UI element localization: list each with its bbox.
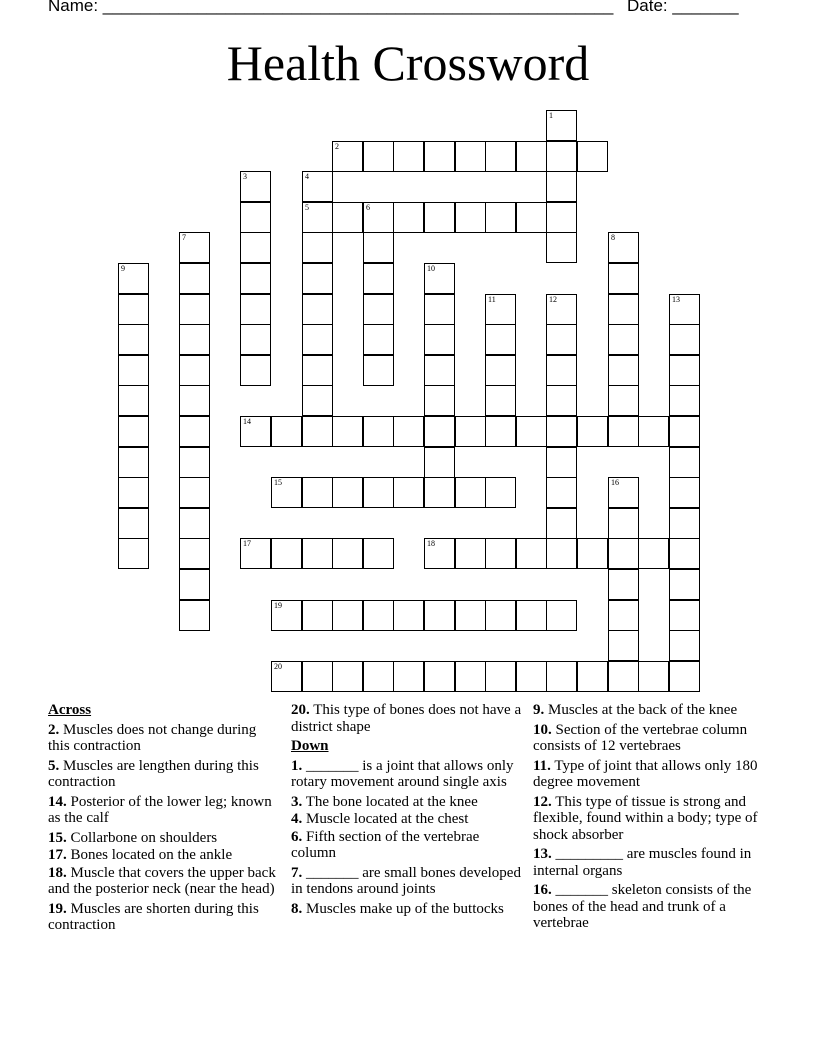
grid-cell[interactable] — [302, 324, 333, 355]
grid-cell[interactable] — [179, 508, 210, 539]
clue-number: 4 — [305, 172, 309, 181]
grid-cell[interactable] — [271, 600, 302, 631]
grid-cell[interactable] — [577, 141, 608, 172]
clue-down-10: 10. Section of the vertebrae column consists of 12 vertebraes — [533, 721, 748, 754]
grid-cell[interactable] — [424, 294, 455, 325]
grid-cell[interactable] — [577, 416, 608, 447]
clue-down-13: 13. _________ are muscles found in internal organs — [533, 846, 752, 879]
clue-number: 9 — [121, 264, 125, 273]
grid-cell[interactable] — [363, 661, 394, 692]
grid-cell[interactable] — [669, 600, 700, 631]
clues-column-2 — [291, 702, 527, 920]
clue-number: 16 — [611, 478, 619, 487]
grid-cell[interactable] — [638, 416, 669, 447]
grid-cell[interactable] — [455, 141, 486, 172]
grid-cell[interactable] — [118, 416, 149, 447]
clue-across-2: 2. Muscles does not change during this contraction — [48, 721, 257, 754]
grid-cell[interactable] — [271, 477, 302, 508]
grid-cell[interactable] — [455, 538, 486, 569]
clue-across-20: 20. This type of bones does not have a district shape — [291, 702, 522, 735]
grid-cell[interactable] — [179, 447, 210, 478]
grid-cell[interactable] — [546, 416, 577, 447]
clue-down-12: 12. This type of tissue is strong and flexible, found within a body; type of shock absorber — [533, 793, 758, 843]
grid-cell[interactable] — [546, 385, 577, 416]
grid-cell[interactable] — [485, 661, 516, 692]
clue-down-16: 16. _______ skeleton consists of the bones of the head and trunk of a vertebrae — [533, 882, 752, 931]
grid-cell[interactable] — [332, 416, 363, 447]
clue-down-9: 9. Muscles at the back of the knee — [533, 702, 738, 718]
grid-cell[interactable] — [638, 538, 669, 569]
grid-cell[interactable] — [363, 538, 394, 569]
grid-cell[interactable] — [363, 202, 394, 233]
clue-number: 19 — [274, 601, 282, 610]
grid-cell[interactable] — [516, 600, 547, 631]
clue-number: 5 — [305, 203, 309, 212]
clue-across-17: 17. Bones located on the ankle — [48, 847, 233, 863]
grid-cell[interactable] — [118, 477, 149, 508]
grid-cell[interactable] — [393, 416, 424, 447]
grid-cell[interactable] — [424, 600, 455, 631]
grid-cell[interactable] — [608, 232, 639, 263]
grid-cell[interactable] — [455, 416, 486, 447]
grid-cell[interactable] — [485, 477, 516, 508]
grid-cell[interactable] — [240, 202, 271, 233]
clue-number: 1 — [549, 111, 553, 120]
grid-cell[interactable] — [608, 630, 639, 661]
grid-cell[interactable] — [608, 569, 639, 600]
grid-cell[interactable] — [455, 477, 486, 508]
clue-number: 13 — [672, 295, 680, 304]
grid-cell[interactable] — [516, 538, 547, 569]
grid-cell[interactable] — [424, 355, 455, 386]
grid-cell[interactable] — [485, 141, 516, 172]
grid-cell[interactable] — [546, 538, 577, 569]
grid-cell[interactable] — [669, 477, 700, 508]
grid-cell[interactable] — [302, 294, 333, 325]
grid-cell[interactable] — [608, 508, 639, 539]
clue-number: 6 — [366, 203, 370, 212]
grid-cell[interactable] — [179, 355, 210, 386]
grid-cell[interactable] — [485, 355, 516, 386]
grid-cell[interactable] — [546, 171, 577, 202]
grid-cell[interactable] — [577, 538, 608, 569]
grid-cell[interactable] — [608, 263, 639, 294]
grid-cell[interactable] — [669, 508, 700, 539]
grid-cell[interactable] — [669, 355, 700, 386]
grid-cell[interactable] — [424, 416, 455, 447]
grid-cell[interactable] — [332, 600, 363, 631]
grid-cell[interactable] — [118, 508, 149, 539]
grid-cell[interactable] — [393, 202, 424, 233]
grid-cell[interactable] — [669, 569, 700, 600]
grid-cell[interactable] — [608, 661, 639, 692]
clue-down-6: 6. Fifth section of the vertebrae column — [291, 828, 480, 861]
clue-number: 12 — [549, 295, 557, 304]
grid-cell[interactable] — [546, 661, 577, 692]
grid-cell[interactable] — [608, 477, 639, 508]
grid-cell[interactable] — [455, 202, 486, 233]
clue-down-11: 11. Type of joint that allows only 180 degree movement — [533, 757, 758, 790]
grid-cell[interactable] — [240, 232, 271, 263]
clue-across-5: 5. Muscles are lengthen during this contraction — [48, 757, 259, 790]
grid-cell[interactable] — [424, 263, 455, 294]
grid-cell[interactable] — [608, 538, 639, 569]
grid-cell[interactable] — [424, 385, 455, 416]
grid-cell[interactable] — [424, 538, 455, 569]
clue-down-7: 7. _______ are small bones developed in tendons around joints — [291, 864, 521, 897]
grid-cell[interactable] — [638, 661, 669, 692]
grid-cell[interactable] — [608, 294, 639, 325]
clue-down-8: 8. Muscles make up of the buttocks — [291, 900, 504, 917]
grid-cell[interactable] — [179, 324, 210, 355]
grid-cell[interactable] — [485, 324, 516, 355]
clue-number: 10 — [427, 264, 435, 273]
grid-cell[interactable] — [332, 538, 363, 569]
grid-cell[interactable] — [516, 202, 547, 233]
grid-cell[interactable] — [608, 600, 639, 631]
grid-cell[interactable] — [546, 447, 577, 478]
grid-cell[interactable] — [424, 141, 455, 172]
grid-cell[interactable] — [608, 416, 639, 447]
grid-cell[interactable] — [546, 294, 577, 325]
grid-cell[interactable] — [179, 263, 210, 294]
grid-cell[interactable] — [608, 385, 639, 416]
grid-cell[interactable] — [669, 661, 700, 692]
grid-cell[interactable] — [179, 294, 210, 325]
clue-across-15: 15. Collarbone on shoulders — [48, 829, 218, 846]
grid-cell[interactable] — [608, 324, 639, 355]
grid-cell[interactable] — [332, 661, 363, 692]
grid-cell[interactable] — [118, 294, 149, 325]
clue-number: 15 — [274, 478, 282, 487]
grid-cell[interactable] — [179, 477, 210, 508]
grid-cell[interactable] — [669, 385, 700, 416]
grid-cell[interactable] — [332, 202, 363, 233]
grid-cell[interactable] — [485, 294, 516, 325]
grid-cell[interactable] — [546, 477, 577, 508]
grid-cell[interactable] — [393, 141, 424, 172]
grid-cell[interactable] — [363, 294, 394, 325]
grid-cell[interactable] — [393, 600, 424, 631]
clues-column-1 — [48, 702, 278, 937]
clue-number: 17 — [243, 539, 251, 548]
grid-cell[interactable] — [302, 416, 333, 447]
grid-cell[interactable] — [179, 416, 210, 447]
clue-number: 8 — [611, 233, 615, 242]
grid-cell[interactable] — [393, 661, 424, 692]
grid-cell[interactable] — [271, 538, 302, 569]
grid-cell[interactable] — [424, 447, 455, 478]
grid-cell[interactable] — [485, 202, 516, 233]
grid-cell[interactable] — [363, 600, 394, 631]
clue-down-4: 4. Muscle located at the chest — [291, 811, 469, 827]
grid-cell[interactable] — [546, 110, 577, 141]
grid-cell[interactable] — [669, 324, 700, 355]
grid-cell[interactable] — [424, 202, 455, 233]
grid-cell[interactable] — [669, 416, 700, 447]
grid-cell[interactable] — [546, 600, 577, 631]
grid-cell[interactable] — [485, 538, 516, 569]
grid-cell[interactable] — [271, 661, 302, 692]
across-heading: Across — [48, 702, 92, 718]
grid-cell[interactable] — [363, 355, 394, 386]
grid-cell[interactable] — [240, 324, 271, 355]
grid-cell[interactable] — [302, 263, 333, 294]
grid-cell[interactable] — [302, 232, 333, 263]
clue-number: 7 — [182, 233, 186, 242]
grid-cell[interactable] — [455, 600, 486, 631]
grid-cell[interactable] — [485, 385, 516, 416]
clue-number: 2 — [335, 142, 339, 151]
grid-cell[interactable] — [363, 232, 394, 263]
grid-cell[interactable] — [240, 263, 271, 294]
grid-cell[interactable] — [516, 416, 547, 447]
grid-cell[interactable] — [179, 385, 210, 416]
grid-cell[interactable] — [455, 661, 486, 692]
grid-cell[interactable] — [363, 324, 394, 355]
grid-cell[interactable] — [363, 263, 394, 294]
down-heading: Down — [291, 738, 329, 754]
grid-cell[interactable] — [546, 508, 577, 539]
grid-cell[interactable] — [118, 324, 149, 355]
grid-cell[interactable] — [118, 263, 149, 294]
grid-cell[interactable] — [240, 171, 271, 202]
grid-cell[interactable] — [302, 202, 333, 233]
grid-cell[interactable] — [118, 385, 149, 416]
clue-number: 11 — [488, 295, 496, 304]
grid-cell[interactable] — [118, 447, 149, 478]
grid-cell[interactable] — [546, 324, 577, 355]
name-field-label: Name: ______________________________________________________ — [48, 0, 614, 15]
grid-cell[interactable] — [424, 477, 455, 508]
grid-cell[interactable] — [546, 141, 577, 172]
grid-cell[interactable] — [302, 600, 333, 631]
grid-cell[interactable] — [240, 538, 271, 569]
grid-cell[interactable] — [302, 385, 333, 416]
grid-cell[interactable] — [302, 171, 333, 202]
grid-cell[interactable] — [179, 569, 210, 600]
grid-cell[interactable] — [302, 355, 333, 386]
grid-cell[interactable] — [240, 294, 271, 325]
grid-cell[interactable] — [577, 661, 608, 692]
grid-cell[interactable] — [669, 538, 700, 569]
grid-cell[interactable] — [546, 202, 577, 233]
grid-cell[interactable] — [608, 355, 639, 386]
grid-cell[interactable] — [424, 324, 455, 355]
grid-cell[interactable] — [485, 416, 516, 447]
grid-cell[interactable] — [302, 477, 333, 508]
grid-cell[interactable] — [302, 538, 333, 569]
clue-number: 20 — [274, 662, 282, 671]
grid-cell[interactable] — [332, 141, 363, 172]
grid-cell[interactable] — [516, 661, 547, 692]
grid-cell[interactable] — [179, 538, 210, 569]
clue-number: 3 — [243, 172, 247, 181]
grid-cell[interactable] — [363, 477, 394, 508]
clue-across-19: 19. Muscles are shorten during this contraction — [48, 900, 259, 933]
grid-cell[interactable] — [546, 355, 577, 386]
clue-across-14: 14. Posterior of the lower leg; known as the calf — [48, 793, 272, 826]
date-field-label: Date: _______ — [627, 0, 739, 15]
clue-down-3: 3. The bone located at the knee — [291, 793, 478, 810]
grid-cell[interactable] — [424, 661, 455, 692]
clues-column-3 — [533, 702, 769, 935]
page-title: Health Crossword — [226, 35, 590, 91]
grid-cell[interactable] — [669, 447, 700, 478]
grid-cell[interactable] — [240, 416, 271, 447]
grid-cell[interactable] — [393, 477, 424, 508]
grid-cell[interactable] — [179, 232, 210, 263]
grid-cell[interactable] — [363, 416, 394, 447]
grid-cell[interactable] — [302, 661, 333, 692]
grid-cell[interactable] — [363, 141, 394, 172]
grid-cell[interactable] — [485, 600, 516, 631]
grid-cell[interactable] — [118, 355, 149, 386]
grid-cell[interactable] — [546, 232, 577, 263]
clue-number: 18 — [427, 539, 435, 548]
clue-number: 14 — [243, 417, 251, 426]
grid-cell[interactable] — [669, 294, 700, 325]
grid-cell[interactable] — [271, 416, 302, 447]
grid-cell[interactable] — [669, 630, 700, 661]
grid-cell[interactable] — [240, 355, 271, 386]
grid-cell[interactable] — [332, 477, 363, 508]
clue-across-18: 18. Muscle that covers the upper back and the posterior neck (near the head) — [48, 864, 276, 897]
clue-down-1: 1. _______ is a joint that allows only rotary movement around single axis — [291, 757, 514, 790]
grid-cell[interactable] — [179, 600, 210, 631]
grid-cell[interactable] — [516, 141, 547, 172]
grid-cell[interactable] — [118, 538, 149, 569]
